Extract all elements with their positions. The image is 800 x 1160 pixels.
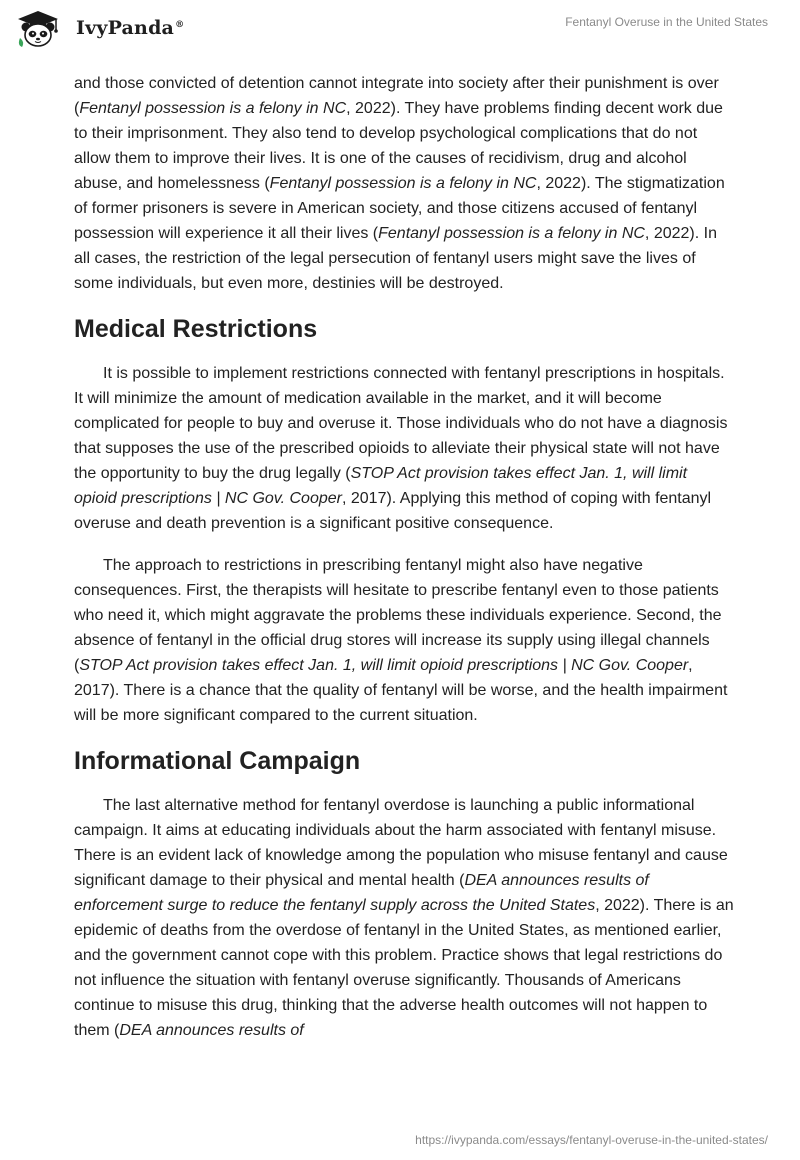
paragraph-legal-consequences: [74, 71, 734, 296]
essay-body: [74, 71, 734, 1060]
text-run: , 2022). In all cases, the restriction of the legal persecution of fentanyl users might save the lives of some individuals, but even more, destinies will be destroyed.: [74, 225, 717, 292]
citation: STOP Act provision takes effect Jan. 1, will limit opioid prescriptions | NC Gov. Cooper: [74, 465, 688, 507]
text-run: , 2017). There is a chance that the quality of fentanyl will be worse, and the health impairment will be more significant compared to the current situation.: [74, 657, 728, 724]
text-run: The last alternative method for fentanyl overdose is launching a public informational campaign. It aims at educating individuals about the harm associated with fentanyl misuse. There is an evident lack of knowledge among the population who misuse fentanyl and cause significant damage to their physical and mental health (: [74, 797, 728, 889]
text-run: , 2022). There is an epidemic of deaths from the overdose of fentanyl in the United States, as mentioned earlier, and the government cannot cope with this problem. Practice shows that legal restrictions do not influence the situation with fentanyl overuse significantly. Thousands of Americans continue to misuse this drug, thinking that the adverse health outcomes will not happen to them (: [74, 897, 734, 1039]
source-url[interactable]: https://ivypanda.com/essays/fentanyl-overuse-in-the-united-states/: [415, 1133, 768, 1147]
brand-text: IvyPanda: [76, 17, 175, 39]
paragraph-informational-campaign: [74, 793, 734, 1043]
heading-medical-restrictions: Medical Restrictions: [74, 315, 318, 343]
citation: Fentanyl possession is a felony in NC: [269, 175, 537, 192]
brand-name: [76, 17, 184, 39]
text-run: , 2022). They have problems finding decent work due to their imprisonment. They also tend to develop psychological complications that do not allow them to improve their lives. It is one of the causes of recidivism, drug and alcohol abuse, and homelessness (: [74, 100, 723, 192]
citation: DEA announces results of: [119, 1022, 304, 1039]
citation: STOP Act provision takes effect Jan. 1, will limit opioid prescriptions | NC Gov. Cooper: [79, 657, 689, 674]
citation: Fentanyl possession is a felony in NC: [378, 225, 645, 242]
text-run: It is possible to implement restrictions connected with fentanyl prescriptions in hospitals. It will minimize the amount of medication available in the market, and it will become complicated for people to buy and overuse it. Those individuals who do not have a diagnosis that supposes the use of the prescribed opioids to alleviate their physical state will not have the opportunity to buy the drug legally (: [74, 365, 728, 482]
paragraph-medical-positive: [74, 361, 734, 536]
text-run: , 2017). Applying this method of coping with fentanyl overuse and death prevention is a significant positive consequence.: [74, 490, 712, 532]
text-run: and those convicted of detention cannot integrate into society after their punishment is over (: [74, 75, 719, 117]
document-title: Fentanyl Overuse in the United States: [565, 15, 768, 29]
citation: DEA announces results of enforcement surge to reduce the fentanyl supply across the United States: [74, 872, 649, 914]
ivypanda-logo[interactable]: [14, 8, 184, 48]
citation: Fentanyl possession is a felony in NC: [79, 100, 347, 117]
text-run: The approach to restrictions in prescribing fentanyl might also have negative consequences. First, the therapists will hesitate to prescribe fentanyl even to those patients who need it, which might aggravate the problems these individuals experience. Second, the absence of fentanyl in the official drug stores will increase its supply using illegal channels (: [74, 557, 722, 674]
paragraph-medical-negative: [74, 553, 734, 728]
panda-graduate-icon: [14, 8, 70, 48]
page-header: [0, 0, 800, 56]
heading-informational-campaign: Informational Campaign: [74, 747, 361, 775]
text-run: , 2022). The stigmatization of former prisoners is severe in American society, and those citizens accused of fentanyl possession will experience it all their lives (: [74, 175, 725, 242]
registered-mark: ®: [175, 19, 185, 30]
